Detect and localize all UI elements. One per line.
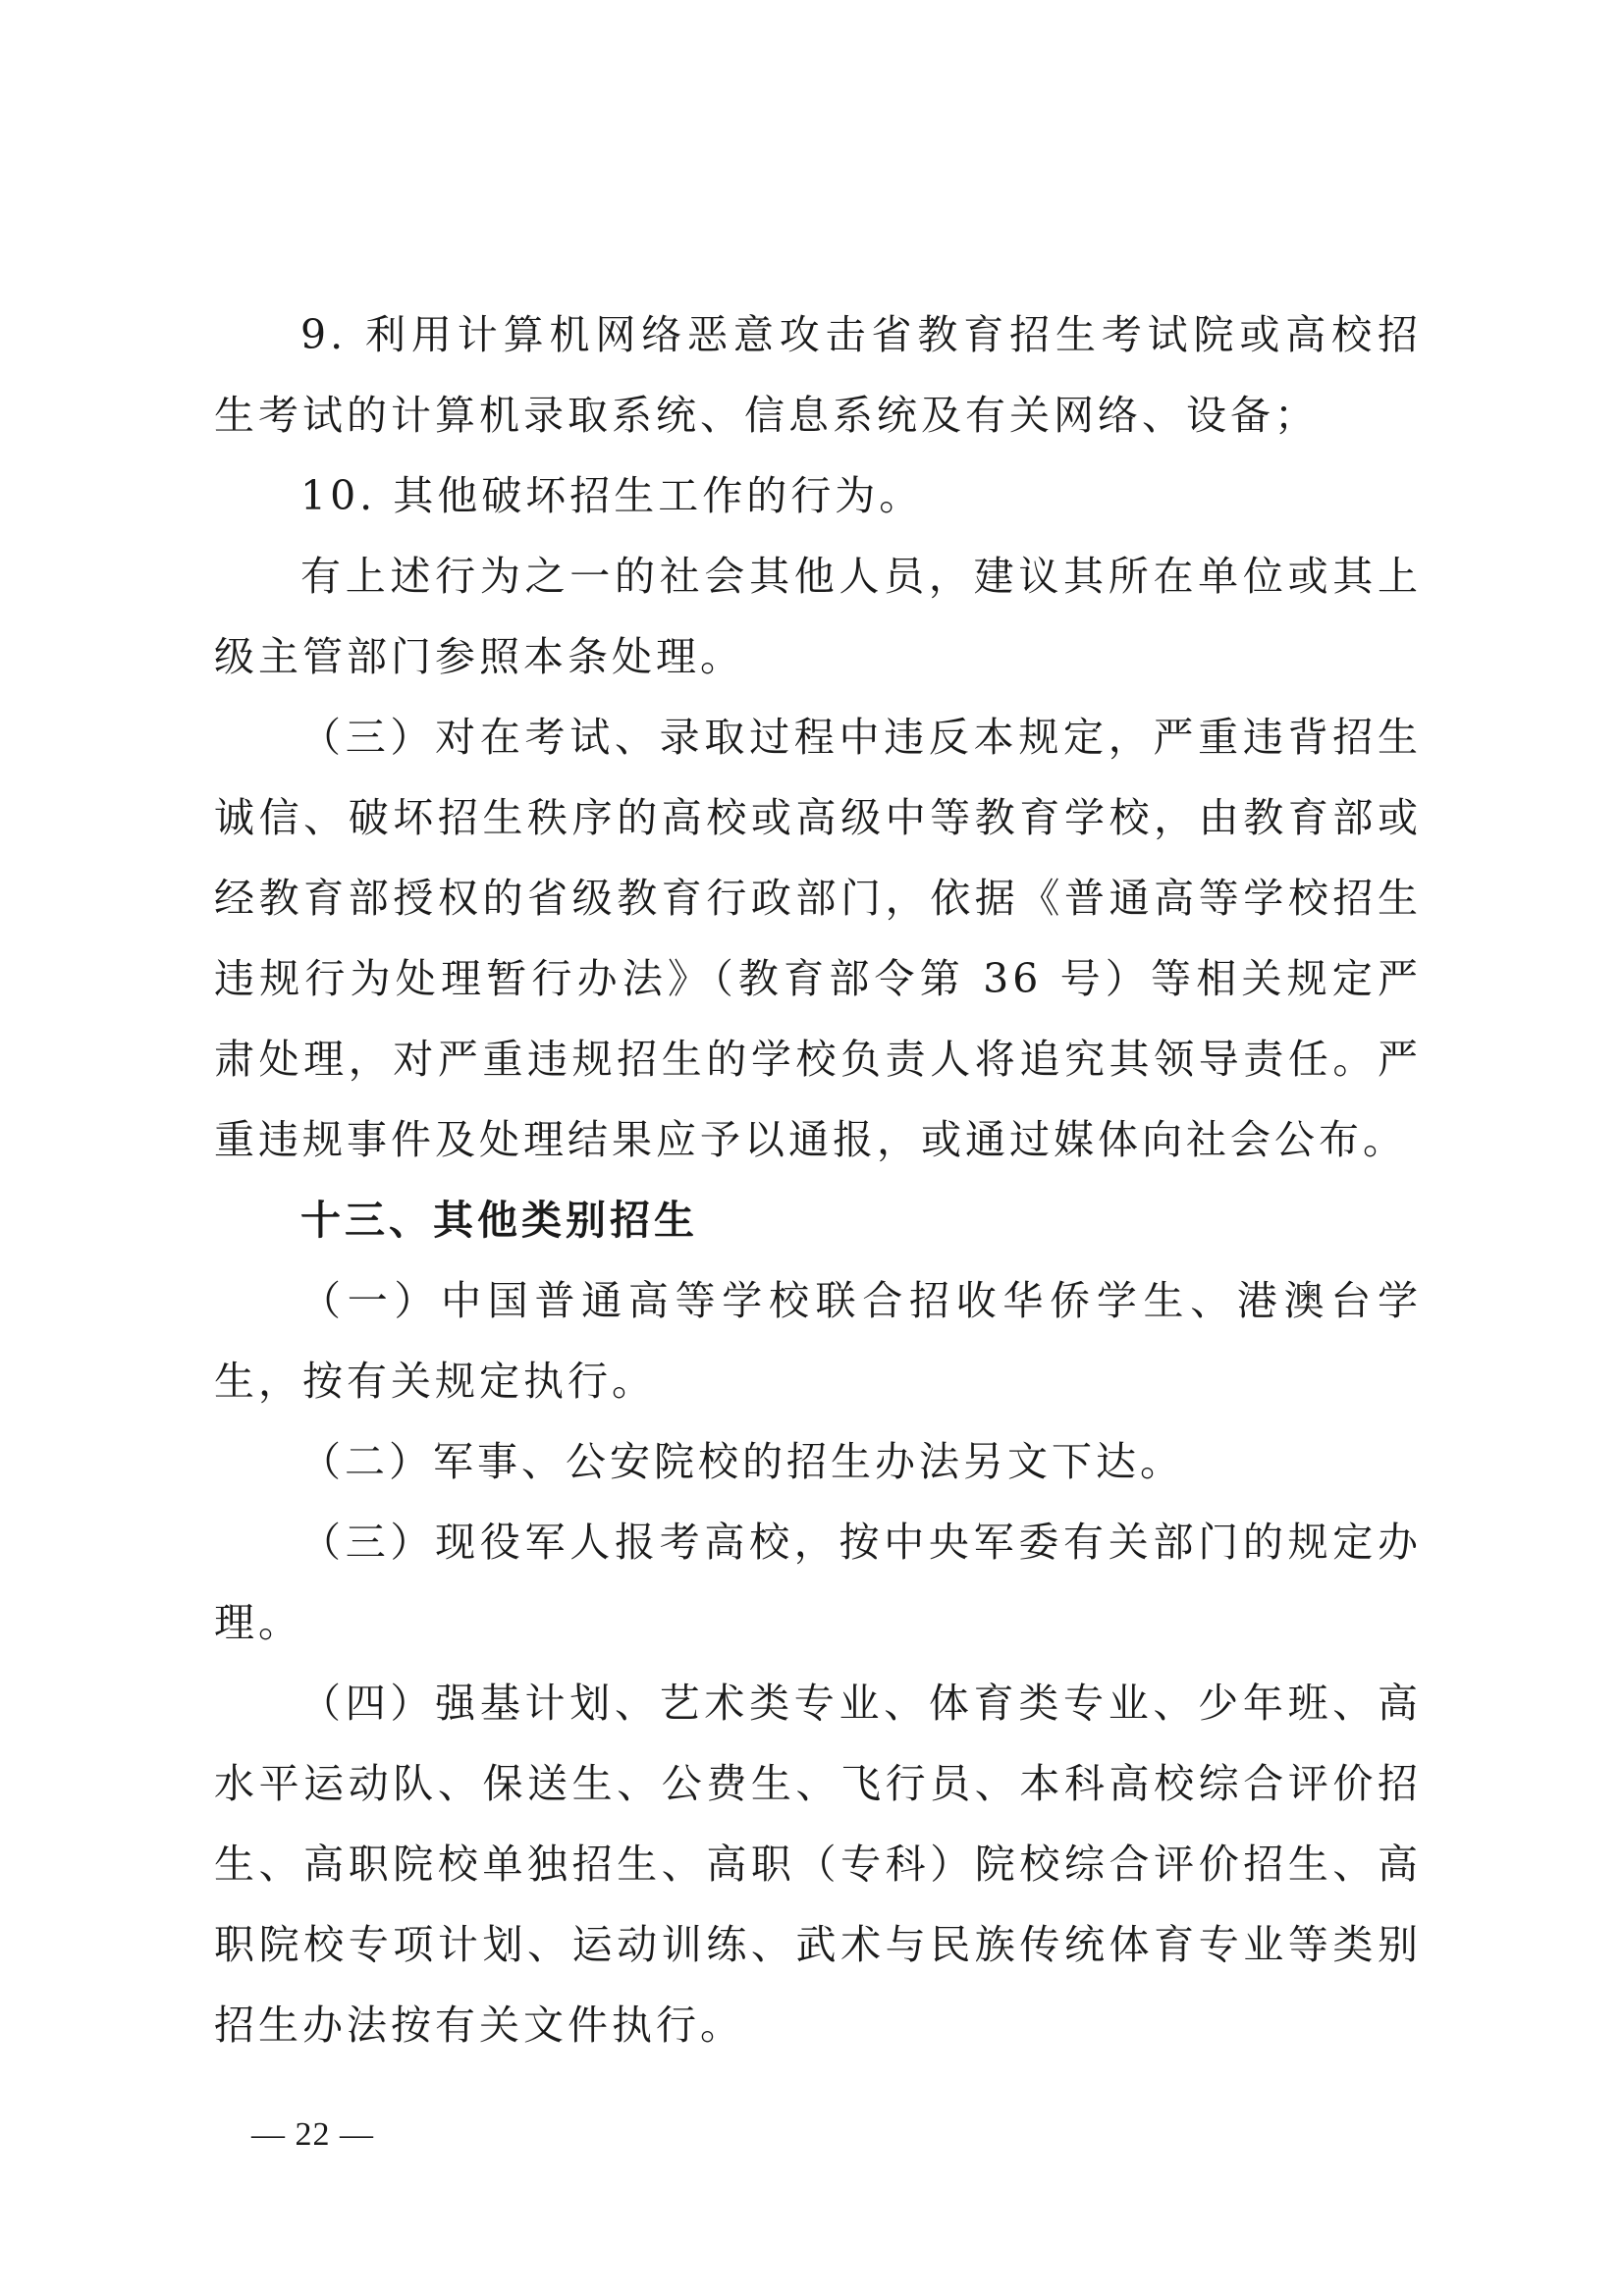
paragraph-subsection-4: （四）强基计划、艺术类专业、体育类专业、少年班、高水平运动队、保送生、公费生、飞行员、本科高校综合评价招生、高职院校单独招生、高职（专科）院校综合评价招生、高职院校专项计划、运动训练、武术与民族传统体育专业等类别招生办法按有关文件执行。 [214, 1680, 1422, 2049]
body-text [214, 294, 1422, 2065]
section-heading-13: 十三、其他类别招生 [300, 1197, 698, 1244]
paragraph-item-10: 10. 其他破坏招生工作的行为。 [300, 472, 924, 519]
paragraph-subsection-2: （二）军事、公安院校的招生办法另文下达。 [300, 1438, 1184, 1485]
paragraph-other-persons: 有上述行为之一的社会其他人员，建议其所在单位或其上级主管部门参照本条处理。 [214, 553, 1422, 680]
paragraph-subsection-3: （三）现役军人报考高校，按中央军委有关部门的规定办理。 [214, 1519, 1422, 1646]
paragraph-item-9: 9. 利用计算机网络恶意攻击省教育招生考试院或高校招生考试的计算机录取系统、信息系统及有关网络、设备； [214, 311, 1422, 439]
paragraph-section-3: （三）对在考试、录取过程中违反本规定，严重违背招生诚信、破坏招生秩序的高校或高级中等教育学校，由教育部或经教育部授权的省级教育行政部门，依据《普通高等学校招生违规行为处理暂行办法》（教育部令第 36 号）等相关规定严肃处理，对严重违规招生的学校负责人将追究其领导责任。严重违规事件及处理结果应予以通报，或通过媒体向社会公布。 [214, 714, 1422, 1163]
paragraph-subsection-1: （一）中国普通高等学校联合招收华侨学生、港澳台学生，按有关规定执行。 [214, 1277, 1422, 1405]
page-number: — 22 — [251, 2116, 374, 2153]
